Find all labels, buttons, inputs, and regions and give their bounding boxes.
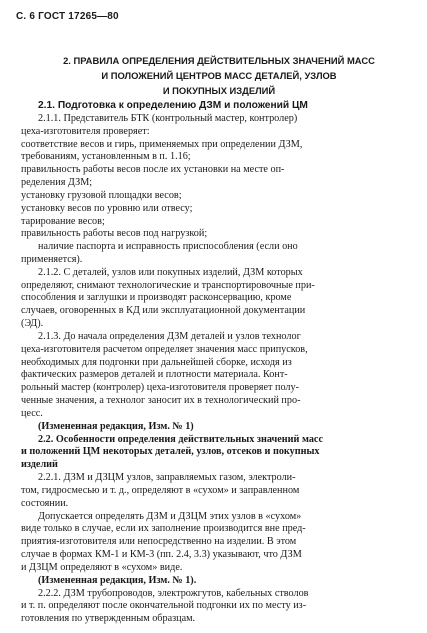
text-line: том, гидросмесью и т. д., определяют в «сухом» и заправленном <box>21 484 300 496</box>
text-line: готовления по утвержденным образцам. <box>21 613 196 625</box>
subsection-heading-2-1: 2.1. Подготовка к определению ДЗМ и положений ЦМ <box>38 100 308 111</box>
page-header: С. 6 ГОСТ 17265—80 <box>16 11 119 22</box>
text-line: цеха-изготовителя расчетом определяет значения масс припусков, <box>21 343 308 355</box>
text-line: Допускается определять ДЗМ и ДЗЦМ этих узлов в «сухом» <box>38 510 302 522</box>
section-title-line-2: И ПОЛОЖЕНИЙ ЦЕНТРОВ МАСС ДЕТАЛЕЙ, УЗЛОВ <box>101 70 337 81</box>
text-line: установку грузовой площадки весов; <box>21 189 182 201</box>
text-line: и ДЗЦМ определяют в «сухом» виде. <box>21 561 183 573</box>
text-line: состоянии. <box>21 497 69 509</box>
text-line: 2.1.1. Представитель БТК (контрольный мастер, контролер) <box>38 112 298 124</box>
text-line: ченные значения, а технолог заносит их в технологический про- <box>21 395 301 407</box>
text-line: приятия-изготовителя или непосредственно на изделии. В этом <box>21 536 297 548</box>
text-line: правильность работы весов под нагрузкой; <box>21 228 208 240</box>
text-line: соответствие весов и гирь, применяемых при определении ДЗМ, <box>21 138 303 150</box>
text-line: правильность работы весов после их установки на месте оп- <box>21 164 285 176</box>
text-line: виде только в случае, если их заполнение производится вне пред- <box>21 523 306 535</box>
text-line: и т. п. определяют после окончательной подгонки их по месту из- <box>21 600 307 612</box>
text-line: случае в формах КМ-1 и КМ-3 (пп. 2.4, 3.3) указывают, что ДЗМ <box>21 549 302 560</box>
text-line: тарирование весов; <box>21 215 105 227</box>
text-line: изделий <box>21 459 58 471</box>
text-line: применяется). <box>21 254 83 265</box>
text-line: установку весов по уровню или отвесу; <box>21 202 193 214</box>
subsection-heading-2-2: 2.2. Особенности определения действительных значений масс <box>38 433 323 445</box>
text-line: случаев, оговоренных в КД или эксплуатационной документации <box>21 305 306 317</box>
text-line: и положений ЦМ некоторых деталей, узлов, отсеков и покупных <box>21 446 320 458</box>
text-line: ределения ДЗМ; <box>21 177 93 188</box>
section-title-line-3: И ПОКУПНЫХ ИЗДЕЛИЙ <box>162 85 276 96</box>
amendment-note: (Измененная редакция, Изм. № 1). <box>38 574 197 586</box>
text-line: 2.1.2. С деталей, узлов или покупных изделий, ДЗМ которых <box>38 266 303 278</box>
section-title-line-1: 2. ПРАВИЛА ОПРЕДЕЛЕНИЯ ДЕЙСТВИТЕЛЬНЫХ ЗНАЧЕНИЙ МАСС <box>63 55 375 66</box>
text-line: рольный мастер (контролер) цеха-изготовителя проверяет полу- <box>21 382 299 394</box>
text-line: определяют, снимают технологические и транспортировочные при- <box>21 279 315 291</box>
text-line: (ЭД). <box>21 318 44 330</box>
text-line: требованиям, установленным в п. 1.16; <box>21 151 191 163</box>
text-line: цеха-изготовителя проверяет: <box>21 125 150 137</box>
text-line: необходимых для подгонки при дальнейшей сборке, исходя из <box>21 356 292 368</box>
text-line: фактических размеров деталей и плотности материала. Конт- <box>21 369 288 381</box>
amendment-note: (Измененная редакция, Изм. № 1) <box>38 420 194 432</box>
text-line: цесс. <box>21 407 43 419</box>
text-line: способления и заглушки и производят расконсервацию, кроме <box>21 292 292 304</box>
text-line: 2.2.1. ДЗМ и ДЗЦМ узлов, заправляемых газом, электроли- <box>38 472 296 483</box>
text-line: наличие паспорта и исправность приспособления (если оно <box>38 241 298 253</box>
text-line: 2.1.3. До начала определения ДЗМ деталей и узлов технолог <box>38 330 301 342</box>
text-line: 2.2.2. ДЗМ трубопроводов, электрожгутов, кабельных стволов <box>38 587 309 599</box>
